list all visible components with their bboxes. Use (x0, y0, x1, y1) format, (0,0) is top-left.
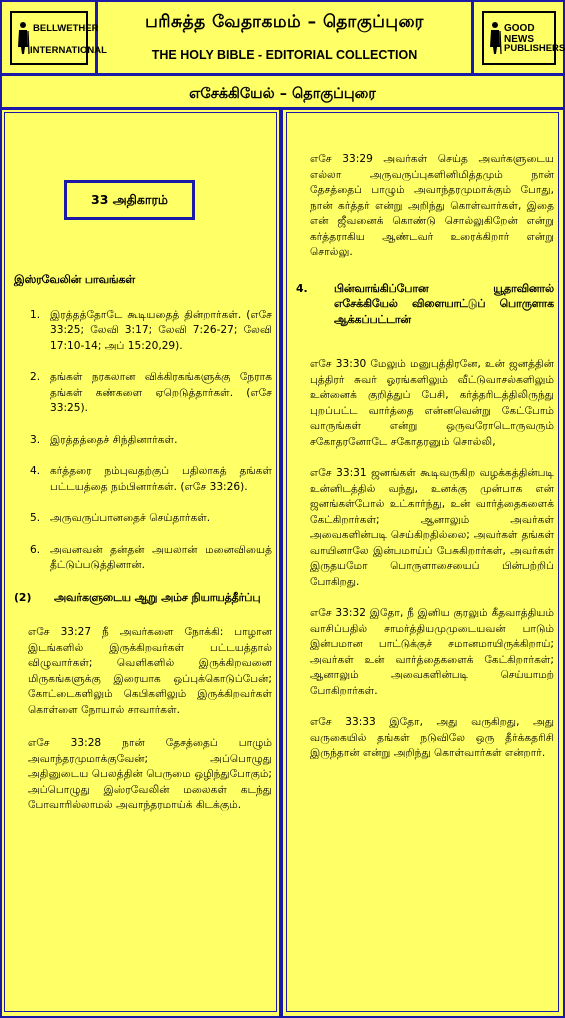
verse-paragraph: எசே 33:31 ஜனங்கள் கூடிவருகிற வழக்கத்தின்படி உன்னிடத்தில் வந்து, உனக்கு முன்பாக என் ஜனங்கள்போல் உட்கார்ந்து, உன் வார்த்தைகளைக் கேட்கிறார்கள்; ஆனாலும் அவர்கள் அவைகளின்படி செய்கிறதில்லை; அவர்கள் தங்கள் வாயினாலே இன்பமாய்ப் பேசுகிறார்கள், அவர்கள் இருதயமோ பொருளாசையைப் பின்பற்றிப் போகிறது. (310, 467, 554, 588)
verse-paragraph: எசே 33:28 நான் தேசத்தைப் பாழும் அவாந்தரமுமாக்குவேன்; அப்பொழுது அதினுடைய பெலத்தின் பெருமை ஒழிந்துபோகும்; அப்பொழுது இஸ்ரவேலின் மலைகள் கடந்து போவாரில்லாமல் அவாந்தரமாய்க் கிடக்கும். (28, 737, 272, 811)
header-titles (98, 2, 471, 76)
book-title-bar: எசேக்கியேல் – தொகுப்புரை (2, 79, 563, 110)
header-title-english: THE HOLY BIBLE - EDITORIAL COLLECTION (151, 48, 418, 62)
list-item-number: 1. (30, 308, 41, 321)
list-item (30, 511, 272, 527)
good-news-logo-box (482, 11, 565, 65)
verse-paragraph: எசே 33:30 மேலும் மனுபுத்திரனே, உன் ஜனத்தின் புத்திரர் சுவர் ஓரங்களிலும் வீட்டுவாசல்களிலும் உன்னைக் குறித்துப் பேசி, கர்த்தரிடத்திலிருந்து புறப்பட்ட வார்த்தை என்னவென்று கேட்போம் வாருங்கள் என்று ஒருவரோடொருவரும் சகோதரனோடே சகோதரனும் சொல்லி, (310, 358, 554, 448)
section4-number: 4. (296, 281, 308, 295)
list-item-number: 2. (30, 371, 41, 383)
shepherd-figure-icon (488, 21, 502, 55)
list-item-text: இரத்தத்தோடே கூடியதைத் தின்றார்கள். (எசே 33:25; லேவி 3:17; லேவி 7:26-27; லேவி 17:10-14; அப் 15:20,29). (50, 308, 272, 352)
list-item-text: அவனவன் தன்தன் அயலான் மனைவியைத் தீட்டுப்படுத்தினான். (50, 543, 272, 571)
section4-title: பின்வாங்கிப்போன யூதாவினால் எசேக்கியேல் விளையாட்டுப் பொருளாக ஆக்கப்பட்டான் (334, 281, 554, 326)
sins-list (14, 308, 272, 574)
section2-heading (14, 590, 272, 606)
bellwether-name: BELLWETHER (33, 23, 99, 34)
list-item (30, 433, 272, 449)
verse-paragraph: எசே 33:32 இதோ, நீ இனிய குரலும் கீதவாத்தியம் வாசிப்பதில் சாமர்த்தியமுமுடையவன் பாடும் இன்பமான பாட்டுக்குச் சமானமாயிருக்கிறாய்; அவர்கள் உன் வார்த்தைகளைக் கேட்கிறார்கள்; ஆனாலும் அவைகளின்படி செய்யாமற் போகிறார்கள். (310, 607, 554, 697)
verse-paragraph: எசே 33:33 இதோ, அது வருகிறது, அது வருகையில் தங்கள் நடுவிலே ஒரு தீர்க்கதரிசி இருந்தான் என்று அறிந்து கொள்வார்கள் என்றார். (310, 716, 554, 759)
list-item-text: இரத்தத்தைச் சிந்தினார்கள். (50, 433, 178, 446)
right-column (296, 152, 554, 762)
verse-paragraph: எசே 33:27 நீ அவர்களை நோக்கி: பாழான இடங்களில் இருக்கிறவர்கள் பட்டயத்தால் விழுவார்கள்; வெளிகளில் இருக்கிறவனை மிருகங்களுக்கு இரையாக ஒப்புக்கொடுப்பேன்; கோட்டைகளிலும் கெபிகளிலும் இருக்கிறவர்கள் கொள்ளை நோயால் சாவார்கள். (28, 626, 272, 716)
list-item (30, 308, 272, 355)
chapter-box: 33 அதிகாரம் (64, 180, 195, 220)
list-item (30, 370, 272, 417)
list-item-text: அருவருப்பானதைச் செய்தார்கள். (50, 512, 211, 524)
column-divider (279, 110, 283, 1016)
section4-heading (296, 281, 554, 328)
list-item-number: 6. (30, 543, 41, 556)
list-item-text: கர்த்தரை நம்புவதற்குப் பதிலாகத் தங்கள் பட்டயத்தை நம்பினார்கள். (எசே 33:26). (50, 465, 272, 493)
header (2, 2, 563, 76)
list-item-number: 3. (30, 433, 41, 446)
list-item-text: தங்கள் நரகலான விக்கிரகங்களுக்கு நேராக தங்கள் கண்களை ஏறெடுத்தார்கள். (எசே 33:25). (50, 371, 272, 414)
list-item (30, 543, 272, 574)
good-news-name: GOOD NEWS (504, 23, 535, 45)
header-title-tamil: பரிசுத்த வேதாகமம் – தொகுப்புரை (145, 12, 424, 32)
list-item-number: 4. (30, 465, 41, 477)
list-item-number: 5. (30, 512, 41, 524)
bellwether-logo (2, 2, 107, 76)
good-news-sub: PUBLISHERS (504, 43, 565, 54)
bellwether-logo-box (10, 11, 107, 65)
shepherd-figure-icon (16, 21, 30, 55)
bellwether-sub: INTERNATIONAL (30, 45, 107, 56)
left-column (14, 272, 272, 814)
section1-heading: இஸ்ரவேலின் பாவங்கள் (14, 273, 136, 286)
section2-number: (2) (14, 590, 32, 604)
good-news-logo (471, 2, 563, 76)
list-item (30, 464, 272, 495)
verse-paragraph: எசே 33:29 அவர்கள் செய்த அவர்களுடைய எல்லா அருவருப்புகளினிமித்தமும் நான் தேசத்தைப் பாழும் அவாந்தரமுமாக்கும் போது, நான் கர்த்தர் என்று அறிந்து கொள்வார்கள், இதை என் ஜீவனைக் கொண்டு சொல்லுகிறேன் என்று கர்த்தராகிய ஆண்டவர் உரைக்கிறார் என்று சொல்லு. (310, 153, 554, 258)
section2-title: அவர்களுடைய ஆறு அம்ச நியாயத்தீர்ப்பு (54, 590, 261, 604)
